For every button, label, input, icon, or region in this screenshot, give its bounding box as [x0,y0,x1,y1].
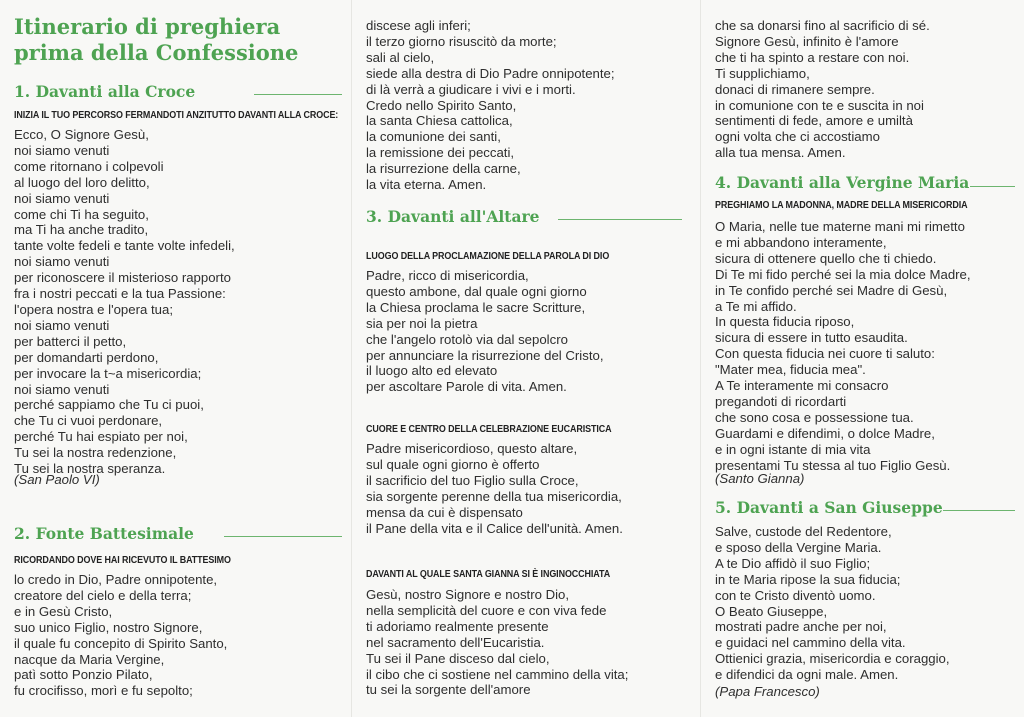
column-1 [14,0,344,717]
column-3 [715,0,1015,717]
heading-rule [558,219,682,220]
fold-line [351,0,352,717]
heading-rule [224,536,342,537]
attribution: (Papa Francesco) [715,684,820,699]
prayer-giuseppe: Salve, custode del Redentore, e sposo della Vergine Maria. A te Dio affidò il suo Figlio; in te Maria ripose la sua fiducia; con te Cristo diventò uomo. O Beato Giuseppe, mostrati padre anche per noi, e guidaci nel cammino della vita. Ottienici grazia, misericordia e coraggio, e difendici da ogni male. Amen. [715,524,950,683]
section-label: INIZIA IL TUO PERCORSO FERMANDOTI ANZITUTTO DAVANTI ALLA CROCE: [14,110,339,121]
section-label: CUORE E CENTRO DELLA CELEBRAZIONE EUCARISTICA [366,424,612,435]
section-label: RICORDANDO DOVE HAI RICEVUTO IL BATTESIMO [14,555,231,566]
section-heading-maria: 4. Davanti alla Vergine Maria [715,173,970,192]
heading-rule [254,94,342,95]
section-label: DAVANTI AL QUALE SANTA GIANNA SI È INGINOCCHIATA [366,569,611,580]
attribution: (Santo Gianna) [715,471,805,486]
section-heading-altare: 3. Davanti all'Altare [366,207,540,226]
fold-line [700,0,701,717]
prayer-maria: O Maria, nelle tue materne mani mi rimetto e mi abbandono interamente, sicura di ottenere quello che ti chiedo. Di Te mi fido perché sei la mia dolce Madre, in Te confido perché sei Madre di Gesù, a Te mi affido. In questa fiducia riposo, sicura di essere in tutto esaudita. Con questa fiducia nei cuore ti saluto: "Mater mea, fiducia mea". A Te interamente mi consacro pregandoti di ricordarti che sono cosa e possessione tua. Guardami e difendimi, o dolce Madre, e in ogni istante di mia vita presentami Tu stessa al tuo Figlio Gesù. [715,219,971,473]
section-label: LUOGO DELLA PROCLAMAZIONE DELLA PAROLA DI DIO [366,251,610,262]
prayer-credo-cont: discese agli inferi; il terzo giorno risuscitò da morte; sali al cielo, siede alla destra di Dio Padre onnipotente; di là verrà a giudicare i vivi e i morti. Credo nello Spirito Santo, la santa Chiesa cattolica, la comunione dei santi, la remissione dei peccati, la risurrezione della carne, la vita eterna. Amen. [366,18,615,193]
heading-rule [943,510,1015,511]
prayer-ambone: Padre, ricco di misericordia, questo ambone, dal quale ogni giorno la Chiesa proclama le sacre Scritture, sia per noi la pietra che l'angelo rotolò via dal sepolcro per annunciare la risurrezione del Cristo, il luogo alto ed elevato per ascoltare Parole di vita. Amen. [366,268,604,395]
section-heading-fonte: 2. Fonte Battesimale [14,524,194,543]
prayer-croce: Ecco, O Signore Gesù, noi siamo venuti come ritornano i colpevoli al luogo del loro delitto, noi siamo venuti come chi Ti ha seguito, ma Ti ha anche tradito, tante volte fedeli e tante volte infedeli, noi siamo venuti per riconoscere il misterioso rapporto fra i nostri peccati e la tua Passione: l'opera nostra e l'opera tua; noi siamo venuti per batterci il petto, per domandarti perdono, per invocare la t~a misericordia; noi siamo venuti perché sappiamo che Tu ci puoi, che Tu ci vuoi perdonare, perché Tu hai espiato per noi, Tu sei la nostra redenzione, Tu sei la nostra speranza. [14,127,235,477]
prayer-eucaristia-cont: che sa donarsi fino al sacrificio di sé. Signore Gesù, infinito è l'amore che ti ha spinto a restare con noi. Ti supplichiamo, donaci di rimanere sempre. in comunione con te e suscita in noi sentimenti di fede, amore e umiltà ogni volta che ci accostiamo alla tua mensa. Amen. [715,18,930,161]
prayer-credo: lo credo in Dio, Padre onnipotente, creatore del cielo e della terra; e in Gesù Cristo, suo unico Figlio, nostro Signore, il quale fu concepito di Spirito Santo, nacque da Maria Vergine, patì sotto Ponzio Pilato, fu crocifisso, morì e fu sepolto; [14,572,228,699]
section-heading-croce: 1. Davanti alla Croce [14,82,196,101]
prayer-eucaristia: Gesù, nostro Signore e nostro Dio, nella semplicità del cuore e con viva fede ti adoriamo realmente presente nel sacramento dell'Eucaristia. Tu sei il Pane disceso dal cielo, il cibo che ci sostiene nel cammino della vita; tu sei la sorgente dell'amore [366,587,629,698]
heading-rule [970,186,1015,187]
section-heading-giuseppe: 5. Davanti a San Giuseppe [715,498,943,517]
section-label: PREGHIAMO LA MADONNA, MADRE DELLA MISERICORDIA [715,200,968,211]
leaflet-title: Itinerario di preghiera prima della Confessione [14,14,299,65]
prayer-altare: Padre misericordioso, questo altare, sul quale ogni giorno è offerto il sacrificio del tuo Figlio sulla Croce, sia sorgente perenne della tua misericordia, mensa da cui è dispensato il Pane della vita e il Calice dell'unità. Amen. [366,441,623,536]
column-2 [366,0,686,717]
attribution: (San Paolo VI) [14,472,100,487]
